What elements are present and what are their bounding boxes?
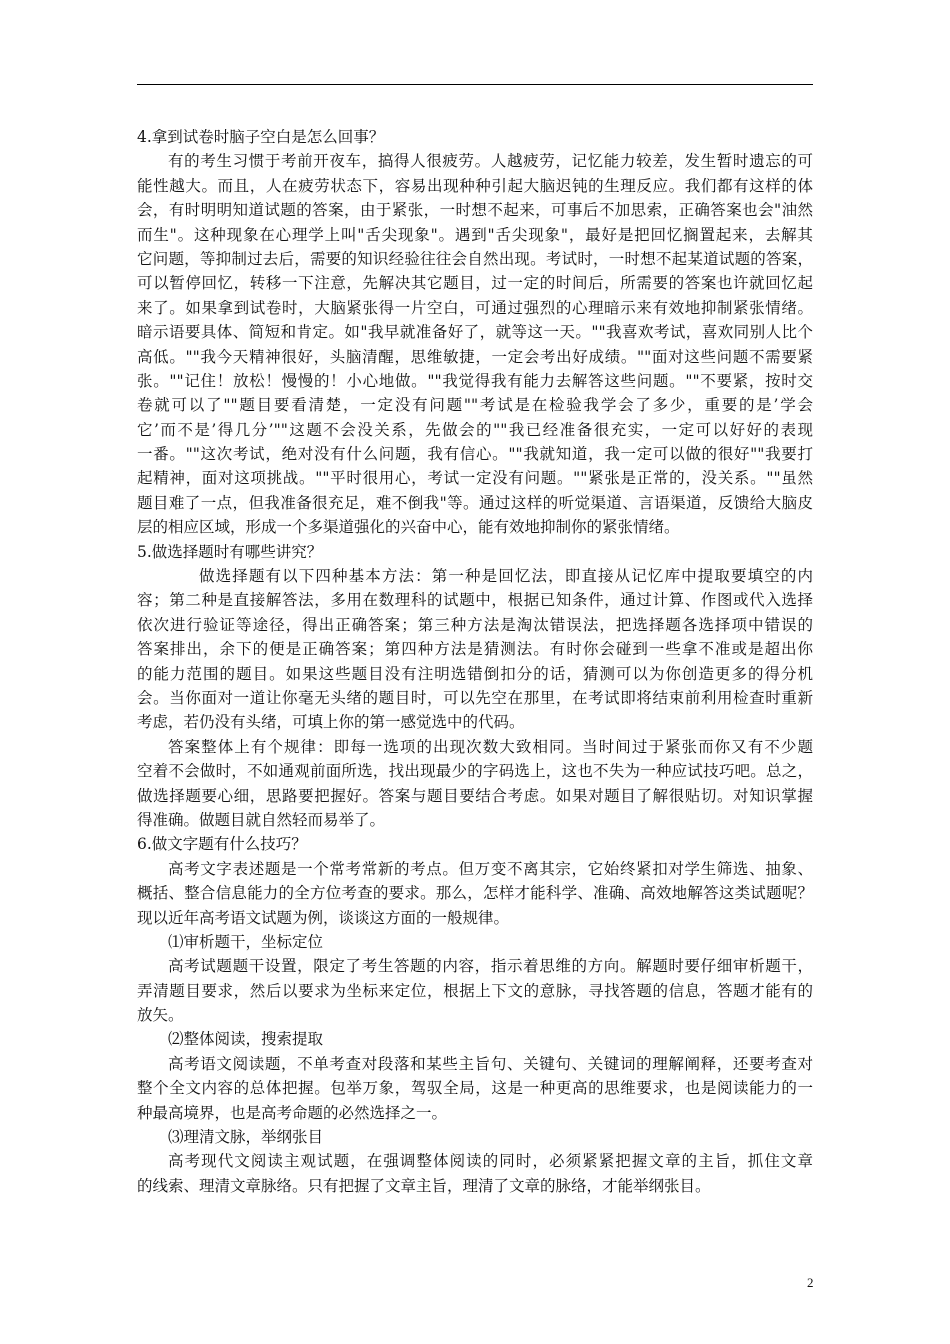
paragraph-line: 整个全文内容的总体把握。包举万象，驾驭全局，这是一种更高的思维要求，也是阅读能力的一 — [137, 1079, 813, 1098]
paragraph-line: 的能力范围的题目。如果这些题目没有注明选错倒扣分的话，猜测可以为你创造更多的得分机 — [137, 664, 813, 683]
paragraph-line: 依次进行验证等途径，得出正确答案；第三种方法是淘汰错误法，把选择题各选择项中错误的 — [137, 615, 813, 634]
paragraph-line: 它’而不是’得几分’""这题不会没关系，先做会的""我已经准备很充实，一定可以好好的表现 — [137, 420, 813, 439]
paragraph-line: 暗示语要具体、简短和肯定。如"我早就准备好了，就等这一天。""我喜欢考试，喜欢同别人比个 — [137, 323, 813, 342]
paragraph-line: 弄清题目要求，然后以要求为坐标来定位，根据上下文的意脉，寻找答题的信息，答题才能有的 — [137, 981, 813, 1000]
paragraph-line: 容；第二种是直接解答法，多用在数理科的试题中，根据已知条件，通过计算、作图或代入选择 — [137, 591, 813, 610]
paragraph-line: 题目难了一点，但我准备很充足，难不倒我"等。通过这样的听觉渠道、言语渠道，反馈给大脑皮 — [137, 493, 813, 512]
page-number: 2 — [807, 1275, 814, 1290]
subheading-3: ⑶理清文脉，举纲张目 — [168, 1128, 324, 1147]
paragraph-line: 可以暂停回忆，转移一下注意，先解决其它题目，过一定的时间后，所需要的答案也许就回忆起 — [137, 274, 813, 293]
paragraph-line: 高考文字表述题是一个常考常新的考点。但万变不离其宗，它始终紧扣对学生筛选、抽象、 — [168, 859, 813, 878]
paragraph-line: 概括、整合信息能力的全方位考查的要求。那么，怎样才能科学、准确、高效地解答这类试题呢？ — [137, 884, 813, 903]
body-text — [137, 125, 813, 1198]
paragraph-line: 的线索、理清文章脉络。只有把握了文章主旨，理清了文章的脉络，才能举纲张目。 — [137, 1176, 711, 1195]
section-heading-5: 5.做选择题时有哪些讲究？ — [137, 542, 323, 561]
header-rule — [137, 84, 813, 85]
paragraph-line: 卷就可以了""题目要看清楚，一定没有问题""考试是在检验我学会了多少，重要的是’学会 — [137, 396, 813, 415]
paragraph-line: 放矢。 — [137, 1006, 184, 1025]
paragraph-line: 有的考生习惯于考前开夜车，搞得人很疲劳。人越疲劳，记忆能力较差，发生暂时遗忘的可 — [168, 152, 813, 171]
paragraph-line: 而生"。这种现象在心理学上叫"舌尖现象"。遇到"舌尖现象"，最好是把回忆搁置起来，去解其 — [137, 225, 813, 244]
paragraph-line: 答案整体上有个规律：即每一选项的出现次数大致相同。当时间过于紧张而你又有不少题 — [168, 737, 813, 756]
subheading-2: ⑵整体阅读，搜索提取 — [168, 1030, 324, 1049]
paragraph-line: 它问题，等抑制过去后，需要的知识经验往往会自然出现。考试时，一时想不起某道试题的答案， — [137, 249, 813, 268]
paragraph-line: 高考现代文阅读主观试题，在强调整体阅读的同时，必须紧紧把握文章的主旨，抓住文章 — [168, 1152, 813, 1171]
paragraph-line: 答案排出，余下的便是正确答案；第四种方法是猜测法。有时你会碰到一些拿不准或是超出你 — [137, 640, 813, 659]
paragraph-line: 做选择题要心细，思路要把握好。答案与题目要结合考虑。如果对题目了解很贴切。对知识掌握 — [137, 786, 813, 805]
paragraph-line: 会，有时明明知道试题的答案，由于紧张，一时想不起来，可事后不加思索，正确答案也会"油然 — [137, 201, 813, 220]
section-heading-4: 4.拿到试卷时脑子空白是怎么回事？ — [137, 128, 385, 146]
paragraph-line: 会。当你面对一道让你毫无头绪的题目时，可以先空在那里，在考试即将结束前利用检查时重新 — [137, 688, 813, 707]
paragraph-line: 高低。""我今天精神很好，头脑清醒，思维敏捷，一定会考出好成绩。""面对这些问题不需要紧 — [137, 347, 813, 366]
section-heading-6: 6.做文字题有什么技巧？ — [137, 835, 307, 854]
paragraph-line: 来了。如果拿到试卷时，大脑紧张得一片空白，可通过强烈的心理暗示来有效地抑制紧张情绪。 — [137, 298, 813, 317]
paragraph-line: 得准确。做题目就自然轻而易举了。 — [137, 810, 386, 829]
paragraph-line: 现以近年高考语文试题为例，谈谈这方面的一般规律。 — [137, 908, 510, 927]
paragraph-line: 起精神，面对这项挑战。""平时很用心，考试一定没有问题。""紧张是正常的，没关系。""虽然 — [137, 469, 813, 488]
paragraph-line: 种最高境界，也是高考命题的必然选择之一。 — [137, 1103, 448, 1122]
paragraph-line: 一番。""这次考试，绝对没有什么问题，我有信心。""我就知道，我一定可以做的很好""我要打 — [137, 445, 813, 464]
paragraph-line: 层的相应区域，形成一个多渠道强化的兴奋中心，能有效地抑制你的紧张情绪。 — [137, 518, 680, 537]
paragraph-line: 做选择题有以下四种基本方法：第一种是回忆法，即直接从记忆库中提取要填空的内 — [199, 567, 813, 586]
paragraph-line: 空着不会做时，不如通观前面所选，找出现最少的字码选上，这也不失为一种应试技巧吧。总之， — [137, 762, 813, 781]
paragraph-line: 高考试题题干设置，限定了考生答题的内容，指示着思维的方向。解题时要仔细审析题干， — [168, 957, 813, 976]
paragraph-line: 考虑，若仍没有头绪，可填上你的第一感觉选中的代码。 — [137, 713, 525, 732]
paragraph-line: 高考语文阅读题，不单考查对段落和某些主旨句、关键句、关键词的理解阐释，还要考查对 — [168, 1054, 813, 1073]
paragraph-line: 张。""记住！放松！慢慢的！小心地做。""我觉得我有能力去解答这些问题。""不要紧，按时交 — [137, 371, 813, 390]
paragraph-line: 能性越大。而且，人在疲劳状态下，容易出现种种引起大脑迟钝的生理反应。我们都有这样的体 — [137, 176, 813, 195]
subheading-1: ⑴审析题干，坐标定位 — [168, 932, 324, 951]
